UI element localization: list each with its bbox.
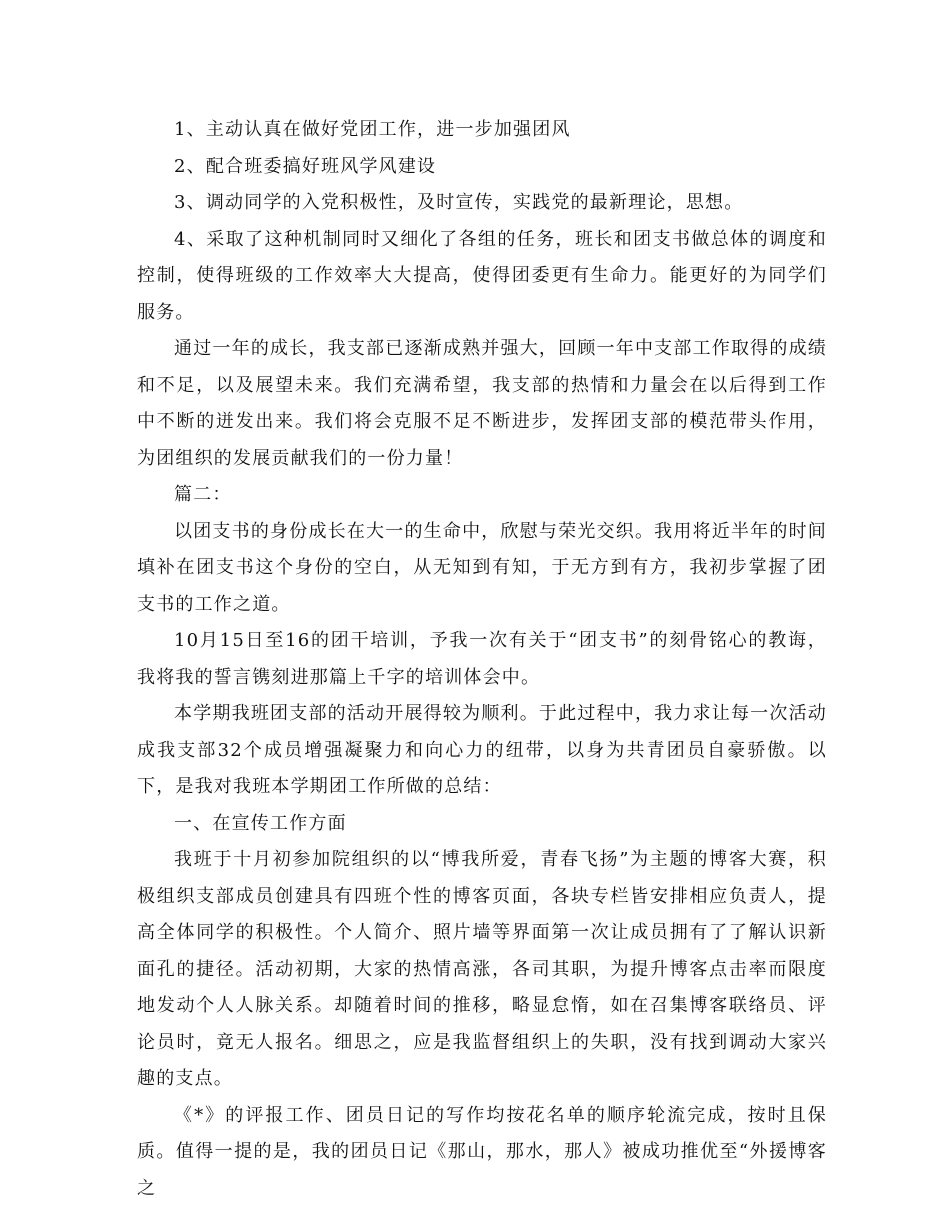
intro-paragraph: 以团支书的身份成长在大一的生命中，欣慰与荣光交织。我用将近半年的时间填补在团支书这个身份的空白，从无知到有知，于无方到有方，我初步掌握了团支书的工作之道。 bbox=[137, 520, 827, 615]
document-body bbox=[137, 112, 827, 1207]
list-item-1: 1、主动认真在做好党团工作，进一步加强团风 bbox=[174, 119, 571, 140]
training-paragraph: 10月15日至16的团干培训，予我一次有关于“团支书”的刻骨铭心的教诲，我将我的誓言镌刻进那篇上千字的培训体会中。 bbox=[137, 630, 827, 688]
section-heading-part-two: 篇二： bbox=[174, 484, 232, 505]
activities-paragraph: 本学期我班团支部的活动开展得较为顺利。于此过程中，我力求让每一次活动成我支部32个成员增强凝聚力和向心力的纽带，以身为共青团员自豪骄傲。以下，是我对我班本学期团工作所做的总结： bbox=[137, 703, 827, 797]
list-item-2: 2、配合班委搞好班风学风建设 bbox=[174, 155, 437, 177]
blog-contest-paragraph: 我班于十月初参加院组织的以“博我所爱，青春飞扬”为主题的博客大赛，积极组织支部成员创建具有四班个性的博客页面，各块专栏皆安排相应负责人，提高全体同学的积极性。个人简介、照片墙等界面第一次让成员拥有了了解认识新面孔的捷径。活动初期，大家的热情高涨，各司其职，为提升博客点击率而限度地发动个人人脉关系。却随着时间的推移，略显怠惰，如在召集博客联络员、评论员时，竟无人报名。细思之，应是我监督组织上的失职，没有找到调动大家兴趣的支点。 bbox=[137, 849, 827, 1089]
list-item-4: 4、采取了这种机制同时又细化了各组的任务，班长和团支书做总体的调度和控制，使得班级的工作效率大大提高，使得团委更有生命力。能更好的为同学们服务。 bbox=[137, 228, 827, 323]
list-item-3: 3、调动同学的入党积极性，及时宣传，实践党的最新理论，思想。 bbox=[174, 192, 744, 213]
summary-paragraph: 通过一年的成长，我支部已逐渐成熟并强大，回顾一年中支部工作取得的成绩和不足，以及展望未来。我们充满希望，我支部的热情和力量会在以后得到工作中不断的迸发出来。我们将会克服不足不断进步，发挥团支部的模范带头作用，为团组织的发展贡献我们的一份力量！ bbox=[137, 338, 827, 469]
section-heading-publicity: 一、在宣传工作方面 bbox=[174, 812, 347, 834]
diary-paragraph: 《*》的评报工作、团员日记的写作均按花名单的顺序轮流完成，按时且保质。值得一提的是，我的团员日记《那山，那水，那人》被成功推优至“外援博客之 bbox=[137, 1104, 827, 1199]
